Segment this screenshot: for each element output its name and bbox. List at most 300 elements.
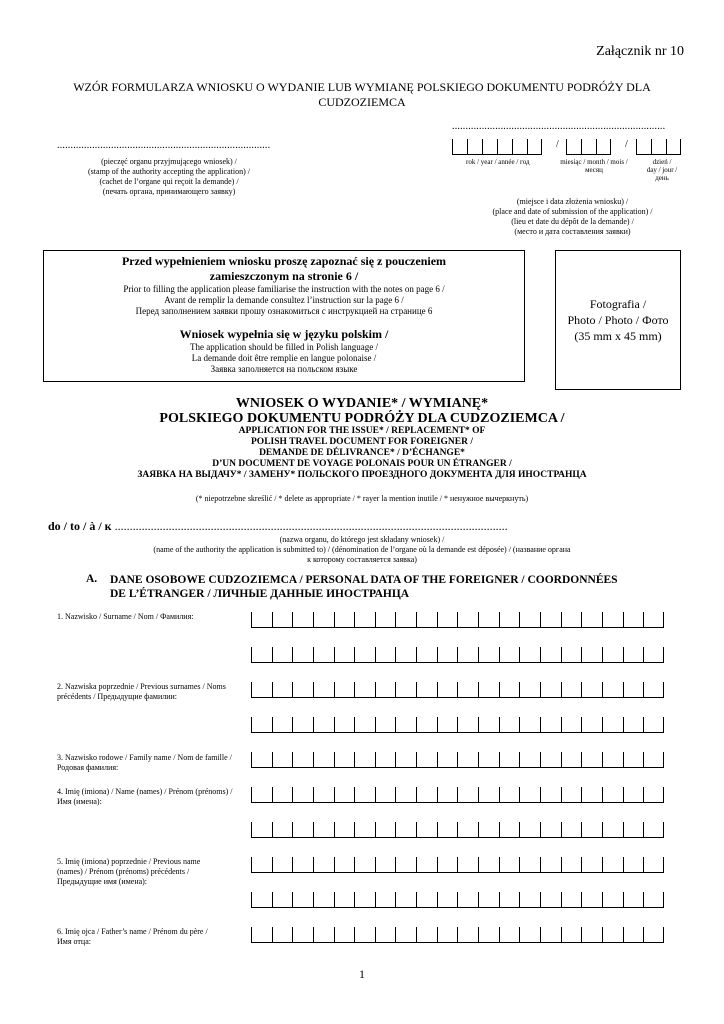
character-box[interactable]	[416, 822, 437, 838]
date-cell[interactable]	[512, 139, 527, 155]
date-slash: /	[625, 139, 628, 150]
stamp-caption-l3: (cachet de l’organe qui reçoit la demande) /	[99, 177, 239, 186]
character-box[interactable]	[272, 647, 293, 663]
character-box[interactable]	[499, 857, 520, 873]
application-title-l5: DEMANDE DE DÉLIVRANCE* / D’ÉCHANGE*	[259, 448, 465, 458]
character-box[interactable]	[334, 612, 355, 628]
character-box[interactable]	[499, 717, 520, 733]
character-box[interactable]	[437, 822, 458, 838]
field-names-label	[57, 787, 247, 807]
notice-line-fr: Avant de remplir la demande consultez l’instruction sur la page 6 /	[164, 295, 404, 305]
character-box[interactable]	[519, 927, 540, 943]
character-box[interactable]	[334, 927, 355, 943]
character-box[interactable]	[623, 857, 644, 873]
field-label-line: Имя отца:	[57, 937, 91, 946]
character-box[interactable]	[354, 787, 375, 803]
character-box[interactable]	[499, 892, 520, 908]
date-year-label: rok / year / année / год	[466, 158, 530, 166]
character-box[interactable]	[395, 647, 416, 663]
date-month-label-l2: месяц	[585, 166, 603, 174]
character-box[interactable]	[354, 892, 375, 908]
character-box[interactable]	[416, 752, 437, 768]
date-cell[interactable]	[581, 139, 596, 155]
authority-line[interactable]	[48, 519, 688, 534]
character-box[interactable]	[581, 857, 602, 873]
character-box[interactable]	[354, 857, 375, 873]
place-date-caption-l1: (miejsce i data złożenia wniosku) /	[516, 197, 629, 206]
character-box[interactable]	[478, 857, 499, 873]
character-box[interactable]	[272, 857, 293, 873]
character-box[interactable]	[375, 857, 396, 873]
character-box[interactable]	[519, 612, 540, 628]
date-cell[interactable]	[566, 139, 581, 155]
application-title-l7: ЗАЯВКА НА ВЫДАЧУ* / ЗАМЕНУ* ПОЛЬСКОГО ПРОЕЗДНОГО ДОКУМЕНТА ДЛЯ ИНОСТРАНЦА	[137, 470, 587, 480]
field-label-line: 6. Imię ojca / Father’s name / Prénom du père /	[57, 927, 208, 936]
character-box[interactable]	[499, 822, 520, 838]
character-box[interactable]	[437, 647, 458, 663]
character-box[interactable]	[478, 822, 499, 838]
character-box[interactable]	[643, 892, 664, 908]
character-box[interactable]	[292, 612, 313, 628]
character-box[interactable]	[478, 892, 499, 908]
character-box[interactable]	[395, 682, 416, 698]
character-box[interactable]	[457, 822, 478, 838]
character-box[interactable]	[457, 682, 478, 698]
character-box[interactable]	[416, 647, 437, 663]
character-box[interactable]	[354, 927, 375, 943]
notice-heading-1a: Przed wypełnieniem wniosku proszę zapoznać się z pouczeniem	[121, 254, 447, 268]
character-box[interactable]	[292, 927, 313, 943]
character-box[interactable]	[643, 927, 664, 943]
photo-box[interactable]	[555, 250, 681, 390]
place-date-caption	[440, 197, 705, 237]
character-box[interactable]	[375, 682, 396, 698]
character-box[interactable]	[437, 892, 458, 908]
character-box[interactable]	[643, 682, 664, 698]
stamp-caption-l2: (stamp of the authority accepting the application) /	[88, 167, 250, 176]
character-box[interactable]	[602, 927, 623, 943]
character-box[interactable]	[623, 647, 644, 663]
character-box[interactable]	[375, 892, 396, 908]
character-box[interactable]	[313, 612, 334, 628]
date-day-label-l2: day / jour /	[646, 166, 678, 174]
date-cell[interactable]	[596, 139, 611, 155]
character-box[interactable]	[395, 752, 416, 768]
character-box[interactable]	[251, 752, 272, 768]
character-box[interactable]	[519, 787, 540, 803]
character-box[interactable]	[334, 892, 355, 908]
field-label-line: Родовая фамилия:	[57, 763, 119, 772]
stamp-caption-l4: (печать органа, принимающего заявку)	[102, 187, 236, 196]
character-box[interactable]	[540, 892, 561, 908]
character-box[interactable]	[561, 682, 582, 698]
character-box[interactable]	[540, 787, 561, 803]
character-box[interactable]	[581, 717, 602, 733]
field-label-line: 3. Nazwisko rodowe / Family name / Nom de famille /	[57, 753, 232, 762]
character-box[interactable]	[643, 787, 664, 803]
character-box[interactable]	[499, 787, 520, 803]
character-box[interactable]	[292, 717, 313, 733]
date-month-label-l1: miesiąc / month / mois /	[560, 158, 628, 166]
date-dots: ...............................................................................	[452, 121, 666, 132]
character-box[interactable]	[581, 612, 602, 628]
application-title-l2: POLSKIEGO DOKUMENTU PODRÓŻY DLA CUDZOZIEMCA /	[159, 411, 565, 426]
character-box[interactable]	[602, 822, 623, 838]
field-surname-label	[57, 612, 247, 622]
form-title-line1: WZÓR FORMULARZA WNIOSKU O WYDANIE LUB WYMIANĘ POLSKIEGO DOKUMENTU PODRÓŻY DLA	[73, 80, 651, 94]
authority-dots: ...................................................................................................................................	[114, 519, 508, 533]
character-box[interactable]	[334, 717, 355, 733]
previous-surnames-boxes-row-1[interactable]	[251, 682, 664, 698]
character-box[interactable]	[623, 752, 644, 768]
character-box[interactable]	[540, 717, 561, 733]
field-label-line: Имя (имена):	[57, 797, 102, 806]
character-box[interactable]	[251, 612, 272, 628]
character-box[interactable]	[457, 892, 478, 908]
character-box[interactable]	[519, 752, 540, 768]
character-box[interactable]	[375, 927, 396, 943]
character-box[interactable]	[354, 647, 375, 663]
character-box[interactable]	[623, 717, 644, 733]
character-box[interactable]	[457, 787, 478, 803]
character-box[interactable]	[272, 927, 293, 943]
delete-footnote: (* niepotrzebne skreślić / * delete as appropriate / * rayer la mention inutile / * ненужное вычеркнуть)	[195, 494, 529, 503]
field-previous-names-label	[57, 857, 247, 887]
character-box[interactable]	[292, 892, 313, 908]
character-box[interactable]	[416, 927, 437, 943]
date-cell[interactable]	[467, 139, 482, 155]
character-box[interactable]	[623, 787, 644, 803]
names-boxes-row-1[interactable]	[251, 787, 664, 803]
character-box[interactable]	[519, 892, 540, 908]
character-box[interactable]	[375, 822, 396, 838]
character-box[interactable]	[602, 892, 623, 908]
previous-names-boxes-row-2[interactable]	[251, 892, 664, 908]
character-box[interactable]	[561, 892, 582, 908]
character-box[interactable]	[375, 717, 396, 733]
notice-line-en: Prior to filling the application please familiarise the instruction with the notes on page 6 /	[123, 284, 445, 294]
photo-label-1: Fotografia /	[589, 297, 647, 311]
character-box[interactable]	[457, 612, 478, 628]
instruction-notice	[43, 250, 525, 382]
notice-line-ru: Перед заполнением заявки прошу ознакомиться с инструкцией на странице 6	[135, 306, 433, 316]
date-cell[interactable]	[636, 139, 651, 155]
character-box[interactable]	[251, 717, 272, 733]
character-box[interactable]	[395, 787, 416, 803]
date-cell[interactable]	[651, 139, 666, 155]
field-label-line: 4. Imię (imiona) / Name (names) / Prénom (prénoms) /	[57, 787, 233, 796]
field-label-line: 2. Nazwiska poprzednie / Previous surnames / Noms	[57, 682, 226, 691]
character-box[interactable]	[602, 857, 623, 873]
section-a-letter: A.	[86, 573, 98, 585]
character-box[interactable]	[395, 612, 416, 628]
character-box[interactable]	[437, 927, 458, 943]
annex-number: Załącznik nr 10	[596, 44, 684, 59]
character-box[interactable]	[251, 822, 272, 838]
character-box[interactable]	[272, 717, 293, 733]
character-box[interactable]	[540, 857, 561, 873]
date-cell[interactable]	[452, 139, 467, 155]
notice-lang-fr: La demande doit être remplie en langue polonaise /	[191, 353, 377, 363]
character-box[interactable]	[643, 717, 664, 733]
character-box[interactable]	[375, 612, 396, 628]
character-box[interactable]	[437, 612, 458, 628]
character-box[interactable]	[643, 752, 664, 768]
character-box[interactable]	[437, 717, 458, 733]
character-box[interactable]	[272, 612, 293, 628]
character-box[interactable]	[292, 822, 313, 838]
character-box[interactable]	[334, 787, 355, 803]
character-box[interactable]	[519, 647, 540, 663]
date-day-label-l3: день	[655, 174, 669, 182]
character-box[interactable]	[643, 857, 664, 873]
character-box[interactable]	[272, 682, 293, 698]
character-box[interactable]	[251, 857, 272, 873]
character-box[interactable]	[623, 682, 644, 698]
character-box[interactable]	[478, 612, 499, 628]
form-title	[40, 80, 684, 110]
authority-caption-l2: (name of the authority the application is submitted to) / (dénomination de l’organe où la demande est déposée) / (название органа	[153, 545, 571, 554]
field-label-line: Предыдущие имя (имена):	[57, 877, 148, 886]
field-label-line: 5. Imię (imiona) poprzednie / Previous name	[57, 857, 201, 866]
character-box[interactable]	[251, 927, 272, 943]
application-title-l1: WNIOSEK O WYDANIE* / WYMIANĘ*	[235, 396, 489, 411]
character-box[interactable]	[334, 822, 355, 838]
application-title-l3: APPLICATION FOR THE ISSUE* / REPLACEMENT* OF	[238, 426, 486, 436]
previous-surnames-boxes-row-2[interactable]	[251, 717, 664, 733]
character-box[interactable]	[581, 682, 602, 698]
character-box[interactable]	[602, 647, 623, 663]
section-a-heading	[110, 573, 700, 601]
character-box[interactable]	[292, 647, 313, 663]
photo-label-3: (35 mm x 45 mm)	[574, 329, 662, 343]
notice-heading-2: Wniosek wypełnia się w języku polskim /	[179, 327, 389, 341]
character-box[interactable]	[581, 647, 602, 663]
section-a-heading-l2: DE L’ÉTRANGER / ЛИЧНЫЕ ДАННЫЕ ИНОСТРАНЦА	[110, 588, 410, 600]
field-previous-surnames-label	[57, 682, 247, 702]
character-box[interactable]	[416, 787, 437, 803]
character-box[interactable]	[313, 787, 334, 803]
character-box[interactable]	[292, 752, 313, 768]
character-box[interactable]	[540, 927, 561, 943]
field-label-line: (names) / Prénom (prénoms) précédents /	[57, 867, 190, 876]
character-box[interactable]	[457, 857, 478, 873]
character-box[interactable]	[602, 682, 623, 698]
character-box[interactable]	[354, 682, 375, 698]
character-box[interactable]	[561, 927, 582, 943]
surname-boxes-row-2[interactable]	[251, 647, 664, 663]
date-cell[interactable]	[666, 139, 681, 155]
character-box[interactable]	[581, 892, 602, 908]
character-box[interactable]	[540, 682, 561, 698]
character-box[interactable]	[313, 892, 334, 908]
character-box[interactable]	[499, 752, 520, 768]
date-year-cells[interactable]	[452, 139, 542, 155]
character-box[interactable]	[437, 752, 458, 768]
character-box[interactable]	[540, 612, 561, 628]
character-box[interactable]	[416, 612, 437, 628]
character-box[interactable]	[334, 857, 355, 873]
character-box[interactable]	[623, 927, 644, 943]
character-box[interactable]	[581, 822, 602, 838]
character-box[interactable]	[561, 787, 582, 803]
stamp-dots: ...............................................................................	[57, 140, 271, 151]
character-box[interactable]	[561, 717, 582, 733]
photo-label-2: Photo / Photo / Фото	[567, 313, 669, 327]
date-day-cells[interactable]	[636, 139, 681, 155]
character-box[interactable]	[395, 927, 416, 943]
character-box[interactable]	[499, 647, 520, 663]
character-box[interactable]	[313, 682, 334, 698]
character-box[interactable]	[540, 822, 561, 838]
character-box[interactable]	[251, 787, 272, 803]
character-box[interactable]	[354, 822, 375, 838]
character-box[interactable]	[313, 927, 334, 943]
character-box[interactable]	[623, 822, 644, 838]
character-box[interactable]	[602, 612, 623, 628]
character-box[interactable]	[272, 752, 293, 768]
character-box[interactable]	[395, 717, 416, 733]
character-box[interactable]	[561, 822, 582, 838]
character-box[interactable]	[478, 752, 499, 768]
date-cell[interactable]	[497, 139, 512, 155]
character-box[interactable]	[354, 612, 375, 628]
section-a-heading-l1: DANE OSOBOWE CUDZOZIEMCA / PERSONAL DATA OF THE FOREIGNER / COORDONNÉES	[110, 574, 618, 586]
character-box[interactable]	[602, 717, 623, 733]
character-box[interactable]	[437, 787, 458, 803]
character-box[interactable]	[519, 682, 540, 698]
character-box[interactable]	[416, 717, 437, 733]
character-box[interactable]	[643, 822, 664, 838]
field-label-line: précédents / Предыдущие фамилии:	[57, 692, 178, 701]
character-box[interactable]	[395, 822, 416, 838]
character-box[interactable]	[561, 612, 582, 628]
character-box[interactable]	[478, 647, 499, 663]
notice-lang-ru: Заявка заполняется на польском языке	[210, 364, 358, 374]
character-box[interactable]	[251, 682, 272, 698]
character-box[interactable]	[519, 857, 540, 873]
character-box[interactable]	[581, 927, 602, 943]
character-box[interactable]	[437, 682, 458, 698]
date-month-cells[interactable]	[566, 139, 611, 155]
father-name-boxes[interactable]	[251, 927, 664, 943]
character-box[interactable]	[457, 752, 478, 768]
notice-heading-1b: zamieszczonym na stronie 6 /	[209, 269, 359, 283]
field-label-line: 1. Nazwisko / Surname / Nom / Фамилия:	[57, 612, 194, 621]
character-box[interactable]	[375, 752, 396, 768]
character-box[interactable]	[416, 857, 437, 873]
character-box[interactable]	[457, 647, 478, 663]
character-box[interactable]	[334, 682, 355, 698]
place-date-caption-l2: (place and date of submission of the application) /	[492, 207, 653, 216]
character-box[interactable]	[478, 927, 499, 943]
date-cell[interactable]	[527, 139, 542, 155]
character-box[interactable]	[437, 857, 458, 873]
character-box[interactable]	[478, 787, 499, 803]
character-box[interactable]	[313, 647, 334, 663]
character-box[interactable]	[643, 612, 664, 628]
character-box[interactable]	[416, 682, 437, 698]
character-box[interactable]	[272, 822, 293, 838]
character-box[interactable]	[272, 787, 293, 803]
character-box[interactable]	[499, 927, 520, 943]
character-box[interactable]	[478, 682, 499, 698]
character-box[interactable]	[313, 822, 334, 838]
character-box[interactable]	[602, 752, 623, 768]
character-box[interactable]	[457, 927, 478, 943]
date-day-label	[640, 158, 684, 182]
character-box[interactable]	[623, 612, 644, 628]
character-box[interactable]	[499, 612, 520, 628]
application-title	[40, 396, 684, 481]
stamp-caption	[40, 157, 298, 197]
authority-caption	[40, 535, 684, 565]
character-box[interactable]	[313, 717, 334, 733]
character-box[interactable]	[540, 752, 561, 768]
character-box[interactable]	[581, 752, 602, 768]
character-box[interactable]	[354, 752, 375, 768]
character-box[interactable]	[602, 787, 623, 803]
application-title-l6: D’UN DOCUMENT DE VOYAGE POLONAIS POUR UN ÉTRANGER /	[212, 459, 512, 469]
character-box[interactable]	[292, 787, 313, 803]
character-box[interactable]	[354, 717, 375, 733]
character-box[interactable]	[334, 752, 355, 768]
surname-boxes-row-1[interactable]	[251, 612, 664, 628]
application-title-l4: POLISH TRAVEL DOCUMENT FOR FOREIGNER /	[251, 437, 473, 447]
character-box[interactable]	[375, 787, 396, 803]
character-box[interactable]	[375, 647, 396, 663]
character-box[interactable]	[561, 752, 582, 768]
character-box[interactable]	[416, 892, 437, 908]
character-box[interactable]	[478, 717, 499, 733]
form-title-line2: CUDZOZIEMCA	[318, 95, 406, 109]
character-box[interactable]	[272, 892, 293, 908]
character-box[interactable]	[292, 682, 313, 698]
stamp-caption-l1: (pieczęć organu przyjmującego wniosek) /	[101, 157, 237, 166]
authority-caption-l3: к которому составляется заявка)	[307, 555, 417, 564]
character-box[interactable]	[561, 857, 582, 873]
character-box[interactable]	[313, 752, 334, 768]
character-box[interactable]	[313, 857, 334, 873]
character-box[interactable]	[395, 857, 416, 873]
notice-lang-en: The application should be filled in Polish language /	[190, 342, 378, 352]
character-box[interactable]	[334, 647, 355, 663]
character-box[interactable]	[499, 682, 520, 698]
character-box[interactable]	[561, 647, 582, 663]
character-box[interactable]	[540, 647, 561, 663]
authority-caption-l1: (nazwa organu, do którego jest składany wniosek) /	[279, 535, 445, 544]
date-cell[interactable]	[482, 139, 497, 155]
character-box[interactable]	[519, 717, 540, 733]
character-box[interactable]	[519, 822, 540, 838]
field-father-name-label	[57, 927, 247, 947]
place-date-caption-l3: (lieu et date du dépôt de la demande) /	[511, 217, 634, 226]
character-box[interactable]	[292, 857, 313, 873]
character-box[interactable]	[457, 717, 478, 733]
family-name-boxes[interactable]	[251, 752, 664, 768]
names-boxes-row-2[interactable]	[251, 822, 664, 838]
character-box[interactable]	[251, 892, 272, 908]
character-box[interactable]	[581, 787, 602, 803]
character-box[interactable]	[251, 647, 272, 663]
character-box[interactable]	[643, 647, 664, 663]
field-family-name-label	[57, 753, 247, 773]
character-box[interactable]	[395, 892, 416, 908]
date-day-label-l1: dzień /	[652, 158, 672, 166]
place-date-caption-l4: (место и дата составления заявки)	[514, 227, 631, 236]
previous-names-boxes-row-1[interactable]	[251, 857, 664, 873]
character-box[interactable]	[623, 892, 644, 908]
